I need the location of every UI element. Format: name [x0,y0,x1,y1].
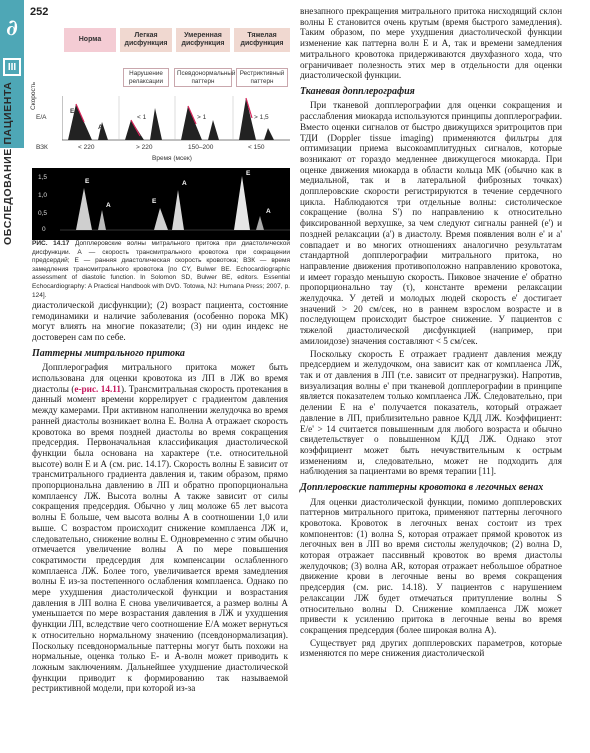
ea-value-severe: > 1,5 [254,114,269,121]
y-axis-label: Скорость [30,81,37,110]
doppler-tick: 1,5 [38,174,48,181]
header-label: Легкая дисфункция [124,32,168,47]
pattern-label: Псевдонормальный паттерн [177,70,236,85]
paragraph: диастолической дисфункции); (2) возраст пациента, состояние гемодинамики и наличие заболевания (особенно порока МК) могут влиять на многие показатели; (3) ни один индекс не достоверен сам по себе. [32,300,288,343]
doppler-wave-label: A [106,202,111,209]
section-title: ОБСЛЕДОВАНИЕ ПАЦИЕНТА [2,82,14,246]
dt-value-severe: < 150 [248,144,265,151]
header-label: Норма [78,36,102,43]
header-mild [120,28,172,52]
header-label: Умеренная дисфункция [181,32,225,47]
doppler-wave-label: E [85,178,90,185]
pattern-label: Нарушение релаксации [128,70,164,85]
ea-ratio-label: E/A [36,114,47,121]
doppler-tick: 1,0 [38,192,48,199]
paragraph: Существует ряд других допплеровских параметров, которые изменяются по мере снижения диастолической [300,637,562,659]
ea-value-mild: < 1 [137,114,147,121]
pattern-impaired-relaxation [123,68,169,87]
header-normal [64,28,116,52]
doppler-image [32,168,290,240]
pattern-label: Рестриктивный паттерн [239,70,285,85]
header-severe [234,28,290,52]
doppler-tick: 0,5 [38,210,48,217]
caption-text: Допплеровские волны митрального притока при диастолической дисфункции. А — скорость трансмитрального кровотока при сокращении предсердий; Е — ранняя диастолическая скорость кровотока; ВЗК — время замедления трансмитрального кровотока [по CY, Bulwer BE. Echocardiographic assessment of diastolic function. In Solomon SD, Bulwer BE, editors. Essential Echocardiography: A Practical Handbook with DVD. Totowa, NJ: Humana Press; 2007, p. 124]. [32,240,290,299]
header-moderate [176,28,230,52]
ea-value-moderate: > 1 [197,114,207,121]
waveform-moderate [181,106,219,140]
doppler-wave-label: A [182,180,187,187]
paragraph: внезапного прекращения митрального притока нисходящий склон волны Е становится очень крутым (время быстрого замедления). Таким образом, по мере ухудшения диастолической функции изменение как паттерна волн Е и А, так и времени замедления митрального кровотока придерживаются двухфазного хода, что ограничивает полезность этих мер в отдельности для оценки диастолической функции. [300,6,562,81]
book-logo-icon: ∂ [6,15,18,41]
pattern-pseudonormal [174,68,236,87]
waveform-mild [125,108,162,140]
section-heading: Допплеровские паттерны кровотока в легочных венах [300,482,544,494]
section-heading: Тканевая допплерография [300,85,415,97]
pattern-restrictive [236,68,288,87]
figure-reference-link[interactable]: e-рис. 14.11 [74,383,121,394]
caption-label: РИС. 14.17 [32,240,70,247]
dt-value-mild: > 220 [136,144,153,151]
section-number-badge: III [3,58,21,76]
figure-14-17 [32,28,290,266]
paragraph-text: Допплерография митрального притока может быть использована для оценки кровотока из ЛП в ЛЖ во время диастолы ( [32,362,288,394]
doppler-wave-label: E [246,170,251,177]
dt-value-moderate: 150–200 [188,144,214,151]
x-axis-label: Время (мсек) [152,155,192,162]
paragraph: При тканевой допплерографии для оценки сокращения и расслабления миокарда используются принципы допплерографии. Вместо оценки сигналов от быстро движущихся эритроцитов при ТДИ (Doppler tissue imaging) применяются фильтры для оптимизации приема высокоамплитудных сигналов, которые возникают от гораздо медленнее движущегося миокарда. При оценке движения миокарда в области кольца МК (обычно как в медиальной, так и в латеральной фиброзных точках) допплеровские скорости регистрируются в течение сердечного цикла. Наблюдаются три отдельные волны: систолическое сокращение (волна S') по направлению к относительно фиксированной верхушке, за чем следуют сигналы ранней (е') и поздней релаксации (а') в диастолу. Время появления волн е' и а' совпадает и во многих отношениях аналогично результатам стандартной допплерографии митрального притока, но направление движения противоположно направлению кровотока, и имеет гораздо меньшую скорость. Пиковое значение е' обратно пропорционально тау (τ), константе времени релаксации желудочка. У детей и молодых людей скорость е' достигает значений > 20 см/сек, но в раннем взрослом возрасте и в последующем происходит быстрое снижение. У пациентов с тяжелой диастолической дисфункцией (например, при амилоидозе) значения составляют < 5 см/сек. [300,100,562,346]
decel-time-label: ВЗК [36,144,48,151]
right-text-column [300,6,562,661]
paragraph: Поскольку скорость Е отражает градиент давления между предсердием и желудочком, она зависит как от комплаенса ЛЖ, так и от давления в ЛП (т.е. зависит от преднагрузки). Напротив, визуализация волны е' при тканевой допплерографии в принципе является показателем только комплаенса ЛЖ. Следовательно, при делении Е на е' получается показатель, который отражает давление в ЛП, приблизительно равное КДД ЛЖ. Коэффициент: E/e' > 14 считается повышенным для любого возраста и обычно свидетельствует о повышенном КДД ЛЖ. Однако этот коэффициент может быть нечувствительным к острым изменениям и, следовательно, может не подходить для наблюдения за пациентами во время терапии [11]. [300,348,562,477]
doppler-spectrum [32,168,290,240]
figure-caption [32,240,290,300]
wave-e-label: E [70,108,75,115]
paragraph [32,362,288,694]
header-label: Тяжелая дисфункция [240,32,284,47]
wave-a-label: A [98,124,103,131]
left-text-column [32,300,288,696]
paragraph-text: ). Трансмитральная скорость протекания в данный момент времени коррелирует с градиентом давления между камерами. При активном наполнении желудочка во время ранней диастолы возникает волна Е. Волна А отражает скорость кровотока во время поздней диастолы во время сокращения предсердия. Первоначальная классификация диастолической функции была основана на характере (т.е. относительной высоте) волн Е и А (см. рис. 14.17). Скорость волны Е зависит от трансмитрального градиента давления и, таким образом, прямо пропорциональна давлению в ЛП и обратно пропорциональна комплаенсу ЛЖ. Высота волны А также зависит от силы сокращения предсердия. Обычно у лиц моложе 65 лет высота волны Е больше, чем высота волны А в соотношении 1,0 или выше. С возрастом происходит снижение комплаенса ЛЖ и, следовательно, снижение волны Е. Одновременно с этим обычно отмечается увеличение волны А по мере повышения сократимости предсердия для компенсации ослабленного комплаенса ЛЖ. Более того, увеличивается время замедления волны Е из-за постепенного ослабления комплаенса. Однако по мере ухудшения диастолической функции и возрастания давления в ЛП волна Е снова увеличивается, а размер волны А уменьшается по мере возрастания давления в ЛЖ и ухудшения функции ЛП, вследствие чего соотношение Е/А может вернуться к относительно нормальному значению (псевдонормализация). Поскольку псевдонормальные паттерны могут быть похожи на нормальные, оценка только Е- и А-волн может приводить к ложным заключениям. Дальнейшее ухудшение диастолической функции приводит к формированию так называемой рестриктивной модели, при которой из-за [32,383,288,694]
dt-value-normal: < 220 [78,144,95,151]
doppler-wave-label: A [266,208,271,215]
section-heading: Паттерны митрального притока [32,347,185,359]
doppler-tick: 0 [42,226,46,233]
page-number: 252 [30,6,49,18]
doppler-wave-label: E [152,198,157,205]
left-rail [0,0,24,753]
paragraph: Для оценки диастолической функции, помимо допплеровских паттернов митрального притока, применяют паттерны легочного кровотока. Кровоток в легочных венах состоит из трех компонентов: (1) волна S, которая отражает прямой кровоток из легочных вен в ЛП во время систолы желудочков; (2) волна D, которая отражает пассивный кровоток во время диастолы желудочков; (3) волна AR, которая отражает небольшое обратное движение крови в легочные вены во время сокращения предсердия (см. рис. 14.18). У пациентов с нарушением релаксации ЛЖ будет отмечаться притупление волны S относительно волны D. Снижение комплаенса ЛЖ может привести к усилению притока в легочные вены во время сокращения предсердия (более широкая волна А). [300,496,562,635]
